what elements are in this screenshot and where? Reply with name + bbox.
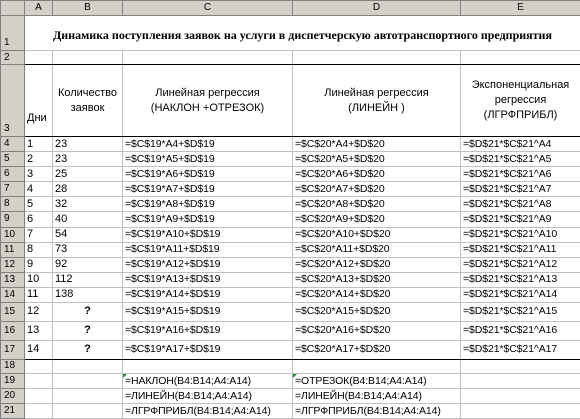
request-count-cell[interactable]: ?: [53, 340, 123, 359]
column-header-e[interactable]: E: [461, 1, 580, 16]
row-header[interactable]: 12: [1, 257, 25, 272]
slope-formula-cell[interactable]: =НАКЛОН(B4:B14;A4:A14): [123, 373, 293, 388]
linear-formula-cell[interactable]: =$C$19*A11+$D$19: [123, 242, 293, 257]
cell[interactable]: [461, 403, 580, 418]
request-count-cell[interactable]: 23: [53, 137, 123, 152]
logest-formula-cell[interactable]: =$D$21*$C$21^A16: [461, 321, 580, 340]
request-count-cell[interactable]: 25: [53, 167, 123, 182]
linest-formula-cell[interactable]: =$C$20*A5+$D$20: [293, 152, 461, 167]
request-count-cell[interactable]: 23: [53, 152, 123, 167]
sheet-title[interactable]: Динамика поступления заявок на услуги в диспетчерскую автотранспортного предприятия: [25, 16, 580, 51]
cell[interactable]: [461, 359, 580, 373]
row-header[interactable]: 14: [1, 287, 25, 302]
request-count-cell[interactable]: 40: [53, 212, 123, 227]
day-cell[interactable]: 1: [25, 137, 53, 152]
linest-formula-cell[interactable]: =$C$20*A16+$D$20: [293, 321, 461, 340]
cell[interactable]: [461, 51, 580, 65]
linest-formula-cell[interactable]: =$C$20*A4+$D$20: [293, 137, 461, 152]
sheet-row: [1, 182, 580, 197]
linear-formula-cell[interactable]: =$C$19*A13+$D$19: [123, 272, 293, 287]
sheet-row: [1, 16, 580, 51]
sheet-row: [1, 227, 580, 242]
day-cell[interactable]: 12: [25, 302, 53, 321]
logest-coef-cell[interactable]: =ЛГРФПРИБЛ(B4:B14;A4:A14): [293, 403, 461, 418]
linest-formula-cell[interactable]: =$C$20*A17+$D$20: [293, 340, 461, 359]
day-cell[interactable]: 3: [25, 167, 53, 182]
sheet-row: [1, 302, 580, 321]
linest-formula-cell[interactable]: =$C$20*A13+$D$20: [293, 272, 461, 287]
row-header[interactable]: 1: [1, 16, 25, 51]
cell[interactable]: [461, 388, 580, 403]
row-header[interactable]: 6: [1, 167, 25, 182]
request-count-cell[interactable]: 28: [53, 182, 123, 197]
cell[interactable]: [123, 51, 293, 65]
row-header[interactable]: 18: [1, 359, 25, 373]
logest-formula-cell[interactable]: =$D$21*$C$21^A15: [461, 302, 580, 321]
request-count-cell[interactable]: ?: [53, 321, 123, 340]
logest-formula-cell[interactable]: =$D$21*$C$21^A17: [461, 340, 580, 359]
sheet-row: [1, 388, 580, 403]
column-header-d[interactable]: D: [293, 1, 461, 16]
day-cell[interactable]: 4: [25, 182, 53, 197]
linest-formula-cell[interactable]: =$C$20*A15+$D$20: [293, 302, 461, 321]
day-cell[interactable]: 9: [25, 257, 53, 272]
column-header-c[interactable]: C: [123, 1, 293, 16]
sheet-row: [1, 51, 580, 65]
linear-formula-cell[interactable]: =$C$19*A16+$D$19: [123, 321, 293, 340]
row-header[interactable]: 10: [1, 227, 25, 242]
linear-formula-cell[interactable]: =$C$19*A9+$D$19: [123, 212, 293, 227]
row-header[interactable]: 9: [1, 212, 25, 227]
logest-formula-cell[interactable]: =$D$21*$C$21^A5: [461, 152, 580, 167]
requests-header[interactable]: Количество заявок: [53, 65, 123, 137]
request-count-cell[interactable]: 73: [53, 242, 123, 257]
logest-formula-cell[interactable]: =$D$21*$C$21^A10: [461, 227, 580, 242]
logest-formula-cell[interactable]: =$D$21*$C$21^A8: [461, 197, 580, 212]
cell[interactable]: [461, 373, 580, 388]
cell[interactable]: [25, 373, 53, 388]
request-count-cell[interactable]: 54: [53, 227, 123, 242]
sheet-row: [1, 152, 580, 167]
cell[interactable]: [123, 359, 293, 373]
linest-formula-cell[interactable]: =$C$20*A12+$D$20: [293, 257, 461, 272]
select-all-corner[interactable]: [1, 1, 25, 16]
linest-coef-cell[interactable]: =ЛИНЕЙН(B4:B14;A4:A14): [123, 388, 293, 403]
logest-formula-cell[interactable]: =$D$21*$C$21^A7: [461, 182, 580, 197]
logest-header[interactable]: Экспоненциальная регрессия (ЛГРФПРИБЛ): [461, 65, 580, 137]
linear-formula-cell[interactable]: =$C$19*A6+$D$19: [123, 167, 293, 182]
request-count-cell[interactable]: 112: [53, 272, 123, 287]
logest-formula-cell[interactable]: =$D$21*$C$21^A13: [461, 272, 580, 287]
linear-formula-cell[interactable]: =$C$19*A4+$D$19: [123, 137, 293, 152]
linear-formula-cell[interactable]: =$C$19*A17+$D$19: [123, 340, 293, 359]
request-count-cell[interactable]: 32: [53, 197, 123, 212]
row-header[interactable]: 13: [1, 272, 25, 287]
cell[interactable]: [25, 388, 53, 403]
day-cell[interactable]: 8: [25, 242, 53, 257]
linear-formula-cell[interactable]: =$C$19*A14+$D$19: [123, 287, 293, 302]
logest-formula-cell[interactable]: =$D$21*$C$21^A14: [461, 287, 580, 302]
linear-formula-cell[interactable]: =$C$19*A10+$D$19: [123, 227, 293, 242]
cell[interactable]: [53, 403, 123, 418]
sheet-row: [1, 403, 580, 418]
row-header[interactable]: 11: [1, 242, 25, 257]
linear-formula-cell[interactable]: =$C$19*A12+$D$19: [123, 257, 293, 272]
cell[interactable]: [53, 373, 123, 388]
row-header[interactable]: 3: [1, 65, 25, 137]
sheet-row: [1, 272, 580, 287]
row-header[interactable]: 17: [1, 340, 25, 359]
linest-formula-cell[interactable]: =$C$20*A7+$D$20: [293, 182, 461, 197]
column-header-row: [1, 1, 580, 16]
linear-formula-cell[interactable]: =$C$19*A8+$D$19: [123, 197, 293, 212]
sheet-row: [1, 242, 580, 257]
row-header[interactable]: 20: [1, 388, 25, 403]
sheet-row: [1, 167, 580, 182]
linest-formula-cell[interactable]: =$C$20*A6+$D$20: [293, 167, 461, 182]
intercept-formula-cell[interactable]: =ОТРЕЗОК(B4:B14;A4:A14): [293, 373, 461, 388]
cell[interactable]: [53, 359, 123, 373]
row-header[interactable]: 15: [1, 302, 25, 321]
day-cell[interactable]: 14: [25, 340, 53, 359]
cell[interactable]: [293, 359, 461, 373]
request-count-cell[interactable]: ?: [53, 302, 123, 321]
row-header[interactable]: 5: [1, 152, 25, 167]
row-header[interactable]: 2: [1, 51, 25, 65]
sheet-row: [1, 137, 580, 152]
day-cell[interactable]: 6: [25, 212, 53, 227]
column-header-b[interactable]: B: [53, 1, 123, 16]
row-header[interactable]: 21: [1, 403, 25, 418]
linest-formula-cell[interactable]: =$C$20*A9+$D$20: [293, 212, 461, 227]
sheet-row: [1, 359, 580, 373]
days-header[interactable]: Дни: [25, 65, 53, 137]
cell[interactable]: [25, 51, 53, 65]
cell[interactable]: [25, 403, 53, 418]
cell[interactable]: [293, 51, 461, 65]
row-header[interactable]: 7: [1, 182, 25, 197]
sheet-row: [1, 340, 580, 359]
request-count-cell[interactable]: 138: [53, 287, 123, 302]
logest-formula-cell[interactable]: =$D$21*$C$21^A9: [461, 212, 580, 227]
day-cell[interactable]: 2: [25, 152, 53, 167]
cell[interactable]: [53, 51, 123, 65]
day-cell[interactable]: 5: [25, 197, 53, 212]
sheet-row: [1, 65, 580, 137]
sheet-row: [1, 321, 580, 340]
cell[interactable]: [25, 359, 53, 373]
row-header[interactable]: 19: [1, 373, 25, 388]
row-header[interactable]: 4: [1, 137, 25, 152]
day-cell[interactable]: 10: [25, 272, 53, 287]
sheet-row: [1, 373, 580, 388]
logest-coef-cell[interactable]: =ЛГРФПРИБЛ(B4:B14;A4:A14): [123, 403, 293, 418]
sheet-row: [1, 212, 580, 227]
logest-formula-cell[interactable]: =$D$21*$C$21^A6: [461, 167, 580, 182]
sheet-row: [1, 197, 580, 212]
sheet-row: [1, 287, 580, 302]
logest-formula-cell[interactable]: =$D$21*$C$21^A11: [461, 242, 580, 257]
row-header[interactable]: 16: [1, 321, 25, 340]
sheet-row: [1, 257, 580, 272]
linest-formula-cell[interactable]: =$C$20*A10+$D$20: [293, 227, 461, 242]
linest-formula-cell[interactable]: =$C$20*A8+$D$20: [293, 197, 461, 212]
request-count-cell[interactable]: 92: [53, 257, 123, 272]
linear-regression-header[interactable]: Линейная регрессия (НАКЛОН +ОТРЕЗОК): [123, 65, 293, 137]
linear-formula-cell[interactable]: =$C$19*A15+$D$19: [123, 302, 293, 321]
day-cell[interactable]: 7: [25, 227, 53, 242]
linear-formula-cell[interactable]: =$C$19*A7+$D$19: [123, 182, 293, 197]
column-header-a[interactable]: A: [25, 1, 53, 16]
day-cell[interactable]: 11: [25, 287, 53, 302]
day-cell[interactable]: 13: [25, 321, 53, 340]
cell[interactable]: [53, 388, 123, 403]
linest-formula-cell[interactable]: =$C$20*A14+$D$20: [293, 287, 461, 302]
logest-formula-cell[interactable]: =$D$21*$C$21^A12: [461, 257, 580, 272]
linear-formula-cell[interactable]: =$C$19*A5+$D$19: [123, 152, 293, 167]
linest-coef-cell[interactable]: =ЛИНЕЙН(B4:B14;A4:A14): [293, 388, 461, 403]
row-header[interactable]: 8: [1, 197, 25, 212]
linest-header[interactable]: Линейная регрессия (ЛИНЕЙН ): [293, 65, 461, 137]
linest-formula-cell[interactable]: =$C$20*A11+$D$20: [293, 242, 461, 257]
logest-formula-cell[interactable]: =$D$21*$C$21^A4: [461, 137, 580, 152]
